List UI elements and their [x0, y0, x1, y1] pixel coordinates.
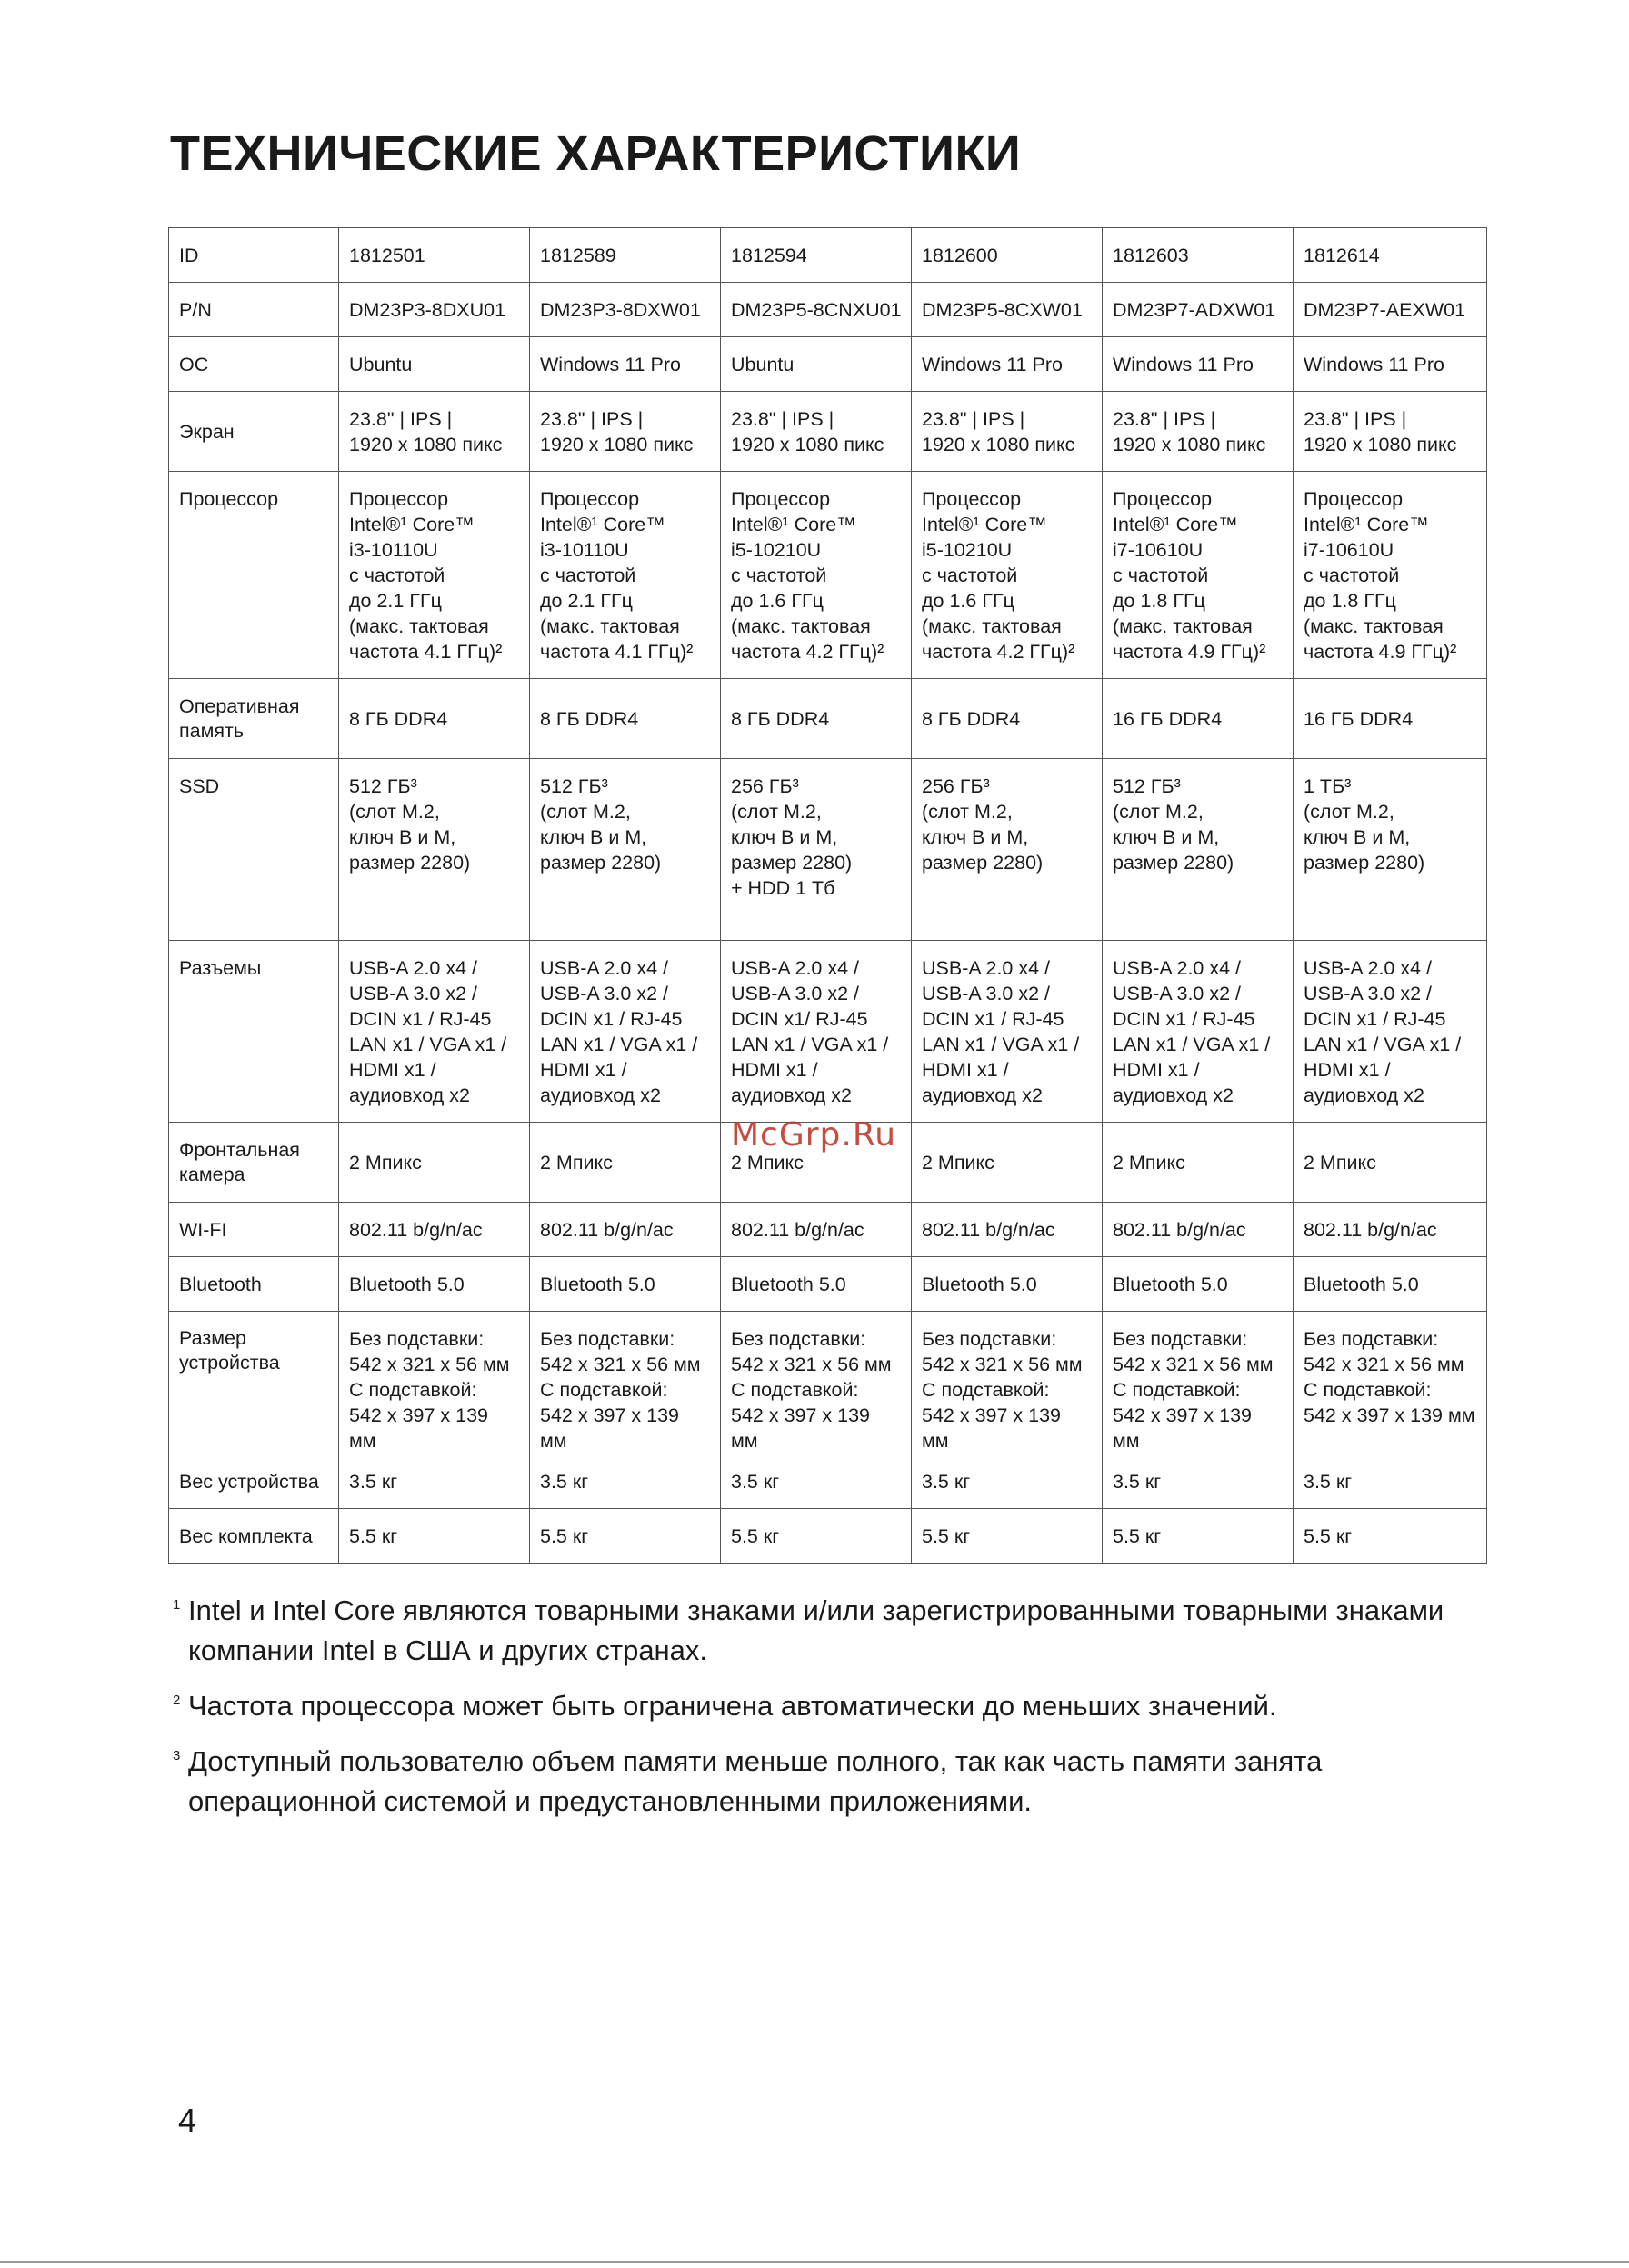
table-cell: Bluetooth 5.0 — [912, 1257, 1103, 1312]
table-cell: 2 Мпикс — [530, 1123, 721, 1203]
table-row — [169, 1257, 1487, 1312]
table-cell: 3.5 кг — [912, 1454, 1103, 1509]
table-cell: 2 Мпикс — [1294, 1123, 1487, 1203]
table-cell: 16 ГБ DDR4 — [1103, 679, 1294, 759]
table-cell: DM23P3-8DXW01 — [530, 283, 721, 337]
table-cell: 16 ГБ DDR4 — [1294, 679, 1487, 759]
table-cell: USB-A 2.0 x4 / USB-A 3.0 x2 / DCIN x1 / RJ-45 LAN x1 / VGA x1 / HDMI x1 / аудиовход x2 — [339, 941, 530, 1123]
table-cell: Процессор Intel®¹ Core™ i5-10210U с частотой до 1.6 ГГц (макс. тактовая частота 4.2 ГГц)² — [912, 472, 1103, 679]
footnote-number: 1 — [173, 1597, 181, 1613]
table-cell: 23.8" | IPS | 1920 x 1080 пикс — [1103, 392, 1294, 472]
table-cell: 23.8" | IPS | 1920 x 1080 пикс — [1294, 392, 1487, 472]
table-cell: 802.11 b/g/n/ac — [530, 1203, 721, 1257]
table-cell: Windows 11 Pro — [1294, 337, 1487, 392]
table-cell: Процессор Intel®¹ Core™ i7-10610U с частотой до 1.8 ГГц (макс. тактовая частота 4.9 ГГц)² — [1103, 472, 1294, 679]
footnote-number: 2 — [173, 1693, 181, 1708]
table-cell: 802.11 b/g/n/ac — [912, 1203, 1103, 1257]
table-cell: 8 ГБ DDR4 — [530, 679, 721, 759]
table-cell: 3.5 кг — [1294, 1454, 1487, 1509]
table-row — [169, 337, 1487, 392]
table-cell: 1812589 — [530, 228, 721, 283]
page-number: 4 — [178, 2102, 197, 2139]
footnote-text: Доступный пользователю объем памяти меньше полного, так как часть памяти занята операционной системой и предустановленными приложениями. — [188, 1745, 1323, 1817]
table-cell: Процессор Intel®¹ Core™ i3-10110U с частотой до 2.1 ГГц (макс. тактовая частота 4.1 ГГц)² — [339, 472, 530, 679]
row-label: ID — [169, 228, 339, 283]
table-cell: Без подставки: 542 x 321 x 56 мм С подставкой: 542 x 397 x 139 мм — [721, 1312, 912, 1454]
footnote-text: Частота процессора может быть ограничена автоматически до меньших значений. — [188, 1690, 1277, 1722]
table-cell: Процессор Intel®¹ Core™ i3-10110U с частотой до 2.1 ГГц (макс. тактовая частота 4.1 ГГц)² — [530, 472, 721, 679]
footer-divider — [0, 2261, 1629, 2263]
table-cell: Без подставки: 542 x 321 x 56 мм С подставкой: 542 x 397 x 139 мм — [1294, 1312, 1487, 1454]
footnote-text: Intel и Intel Core являются товарными знаками и/или зарегистрированными товарными знаками компании Intel в США и других странах. — [188, 1594, 1444, 1666]
table-cell: USB-A 2.0 x4 / USB-A 3.0 x2 / DCIN x1 / RJ-45 LAN x1 / VGA x1 / HDMI x1 / аудиовход x2 — [1103, 941, 1294, 1123]
table-cell: Без подставки: 542 x 321 x 56 мм С подставкой: 542 x 397 x 139 мм — [1103, 1312, 1294, 1454]
table-cell: Bluetooth 5.0 — [1294, 1257, 1487, 1312]
table-cell: 802.11 b/g/n/ac — [1294, 1203, 1487, 1257]
table-cell: 8 ГБ DDR4 — [912, 679, 1103, 759]
table-cell: 802.11 b/g/n/ac — [1103, 1203, 1294, 1257]
table-cell: Без подставки: 542 x 321 x 56 мм С подставкой: 542 x 397 x 139 мм — [912, 1312, 1103, 1454]
table-cell: 1812603 — [1103, 228, 1294, 283]
table-row — [169, 1203, 1487, 1257]
table-cell: Без подставки: 542 x 321 x 56 мм С подставкой: 542 x 397 x 139 мм — [530, 1312, 721, 1454]
table-cell: Процессор Intel®¹ Core™ i5-10210U с частотой до 1.6 ГГц (макс. тактовая частота 4.2 ГГц)² — [721, 472, 912, 679]
table-cell: Ubuntu — [721, 337, 912, 392]
row-label: Фронтальная камера — [169, 1123, 339, 1203]
row-label: Вес устройства — [169, 1454, 339, 1509]
row-label: Разъемы — [169, 941, 339, 1123]
table-cell: 5.5 кг — [530, 1509, 721, 1564]
row-label: Экран — [169, 392, 339, 472]
table-row — [169, 1509, 1487, 1564]
table-cell: 5.5 кг — [1103, 1509, 1294, 1564]
table-cell: USB-A 2.0 x4 / USB-A 3.0 x2 / DCIN x1 / RJ-45 LAN x1 / VGA x1 / HDMI x1 / аудиовход x2 — [530, 941, 721, 1123]
table-cell: 1 ТБ³ (слот M.2, ключ B и M, размер 2280) — [1294, 759, 1487, 941]
table-cell: 8 ГБ DDR4 — [339, 679, 530, 759]
row-label: Размер устройства — [169, 1312, 339, 1454]
table-cell: 1812600 — [912, 228, 1103, 283]
footnote-1 — [173, 1591, 1491, 1671]
table-cell: 2 Мпикс — [721, 1123, 912, 1203]
table-cell: 3.5 кг — [1103, 1454, 1294, 1509]
table-cell: 3.5 кг — [721, 1454, 912, 1509]
table-cell: Bluetooth 5.0 — [339, 1257, 530, 1312]
table-cell: 23.8" | IPS | 1920 x 1080 пикс — [721, 392, 912, 472]
table-cell: 8 ГБ DDR4 — [721, 679, 912, 759]
table-cell: 2 Мпикс — [339, 1123, 530, 1203]
watermark: McGrp.Ru — [731, 1116, 897, 1154]
table-cell: DM23P7-ADXW01 — [1103, 283, 1294, 337]
table-cell: 512 ГБ³ (слот M.2, ключ B и M, размер 2280) — [1103, 759, 1294, 941]
table-cell: 256 ГБ³ (слот M.2, ключ B и M, размер 2280) — [912, 759, 1103, 941]
table-cell: 5.5 кг — [1294, 1509, 1487, 1564]
table-cell: Bluetooth 5.0 — [721, 1257, 912, 1312]
specs-table — [168, 227, 1487, 1564]
table-cell: 802.11 b/g/n/ac — [339, 1203, 530, 1257]
table-cell: Windows 11 Pro — [1103, 337, 1294, 392]
row-label: P/N — [169, 283, 339, 337]
table-cell: 2 Мпикс — [1103, 1123, 1294, 1203]
footnote-3 — [173, 1742, 1491, 1822]
row-label: SSD — [169, 759, 339, 941]
table-cell: USB-A 2.0 x4 / USB-A 3.0 x2 / DCIN x1 / RJ-45 LAN x1 / VGA x1 / HDMI x1 / аудиовход x2 — [1294, 941, 1487, 1123]
table-cell: DM23P7-AEXW01 — [1294, 283, 1487, 337]
table-cell: 3.5 кг — [339, 1454, 530, 1509]
table-cell: USB-A 2.0 x4 / USB-A 3.0 x2 / DCIN x1/ RJ-45 LAN x1 / VGA x1 / HDMI x1 / аудиовход x2 — [721, 941, 912, 1123]
table-cell: 1812594 — [721, 228, 912, 283]
table-cell: USB-A 2.0 x4 / USB-A 3.0 x2 / DCIN x1 / RJ-45 LAN x1 / VGA x1 / HDMI x1 / аудиовход x2 — [912, 941, 1103, 1123]
table-cell: Процессор Intel®¹ Core™ i7-10610U с частотой до 1.8 ГГц (макс. тактовая частота 4.9 ГГц)² — [1294, 472, 1487, 679]
table-row — [169, 1312, 1487, 1454]
row-label: WI-FI — [169, 1203, 339, 1257]
table-cell: Windows 11 Pro — [912, 337, 1103, 392]
table-cell: 2 Мпикс — [912, 1123, 1103, 1203]
table-row — [169, 941, 1487, 1123]
row-label: Процессор — [169, 472, 339, 679]
table-row — [169, 679, 1487, 759]
table-cell: 5.5 кг — [339, 1509, 530, 1564]
table-row — [169, 472, 1487, 679]
table-cell: 512 ГБ³ (слот M.2, ключ B и M, размер 2280) — [530, 759, 721, 941]
table-cell: Windows 11 Pro — [530, 337, 721, 392]
table-cell: 5.5 кг — [721, 1509, 912, 1564]
footnotes — [173, 1591, 1491, 1837]
table-cell: 23.8" | IPS | 1920 x 1080 пикс — [339, 392, 530, 472]
table-row — [169, 1454, 1487, 1509]
table-cell: 1812614 — [1294, 228, 1487, 283]
table-cell: DM23P3-8DXU01 — [339, 283, 530, 337]
table-cell: Без подставки: 542 x 321 x 56 мм С подставкой: 542 x 397 x 139 мм — [339, 1312, 530, 1454]
table-cell: DM23P5-8CNXU01 — [721, 283, 912, 337]
row-label: Вес комплекта — [169, 1509, 339, 1564]
table-cell: 512 ГБ³ (слот M.2, ключ B и M, размер 2280) — [339, 759, 530, 941]
table-cell: 1812501 — [339, 228, 530, 283]
row-label: Оперативная память — [169, 679, 339, 759]
table-cell: Bluetooth 5.0 — [530, 1257, 721, 1312]
table-cell: Bluetooth 5.0 — [1103, 1257, 1294, 1312]
table-cell: 3.5 кг — [530, 1454, 721, 1509]
row-label: Bluetooth — [169, 1257, 339, 1312]
table-cell: 256 ГБ³ (слот M.2, ключ B и M, размер 2280) + HDD 1 Тб — [721, 759, 912, 941]
table-cell: 802.11 b/g/n/ac — [721, 1203, 912, 1257]
row-label: ОС — [169, 337, 339, 392]
table-cell: DM23P5-8CXW01 — [912, 283, 1103, 337]
footnote-number: 3 — [173, 1748, 181, 1763]
table-row — [169, 392, 1487, 472]
table-cell: 23.8" | IPS | 1920 x 1080 пикс — [912, 392, 1103, 472]
table-row — [169, 228, 1487, 283]
table-cell: Ubuntu — [339, 337, 530, 392]
footnote-2 — [173, 1686, 1491, 1726]
table-row — [169, 759, 1487, 941]
page-title: ТЕХНИЧЕСКИЕ ХАРАКТЕРИСТИКИ — [170, 126, 1022, 181]
table-cell: 23.8" | IPS | 1920 x 1080 пикс — [530, 392, 721, 472]
table-cell: 5.5 кг — [912, 1509, 1103, 1564]
table-row — [169, 283, 1487, 337]
